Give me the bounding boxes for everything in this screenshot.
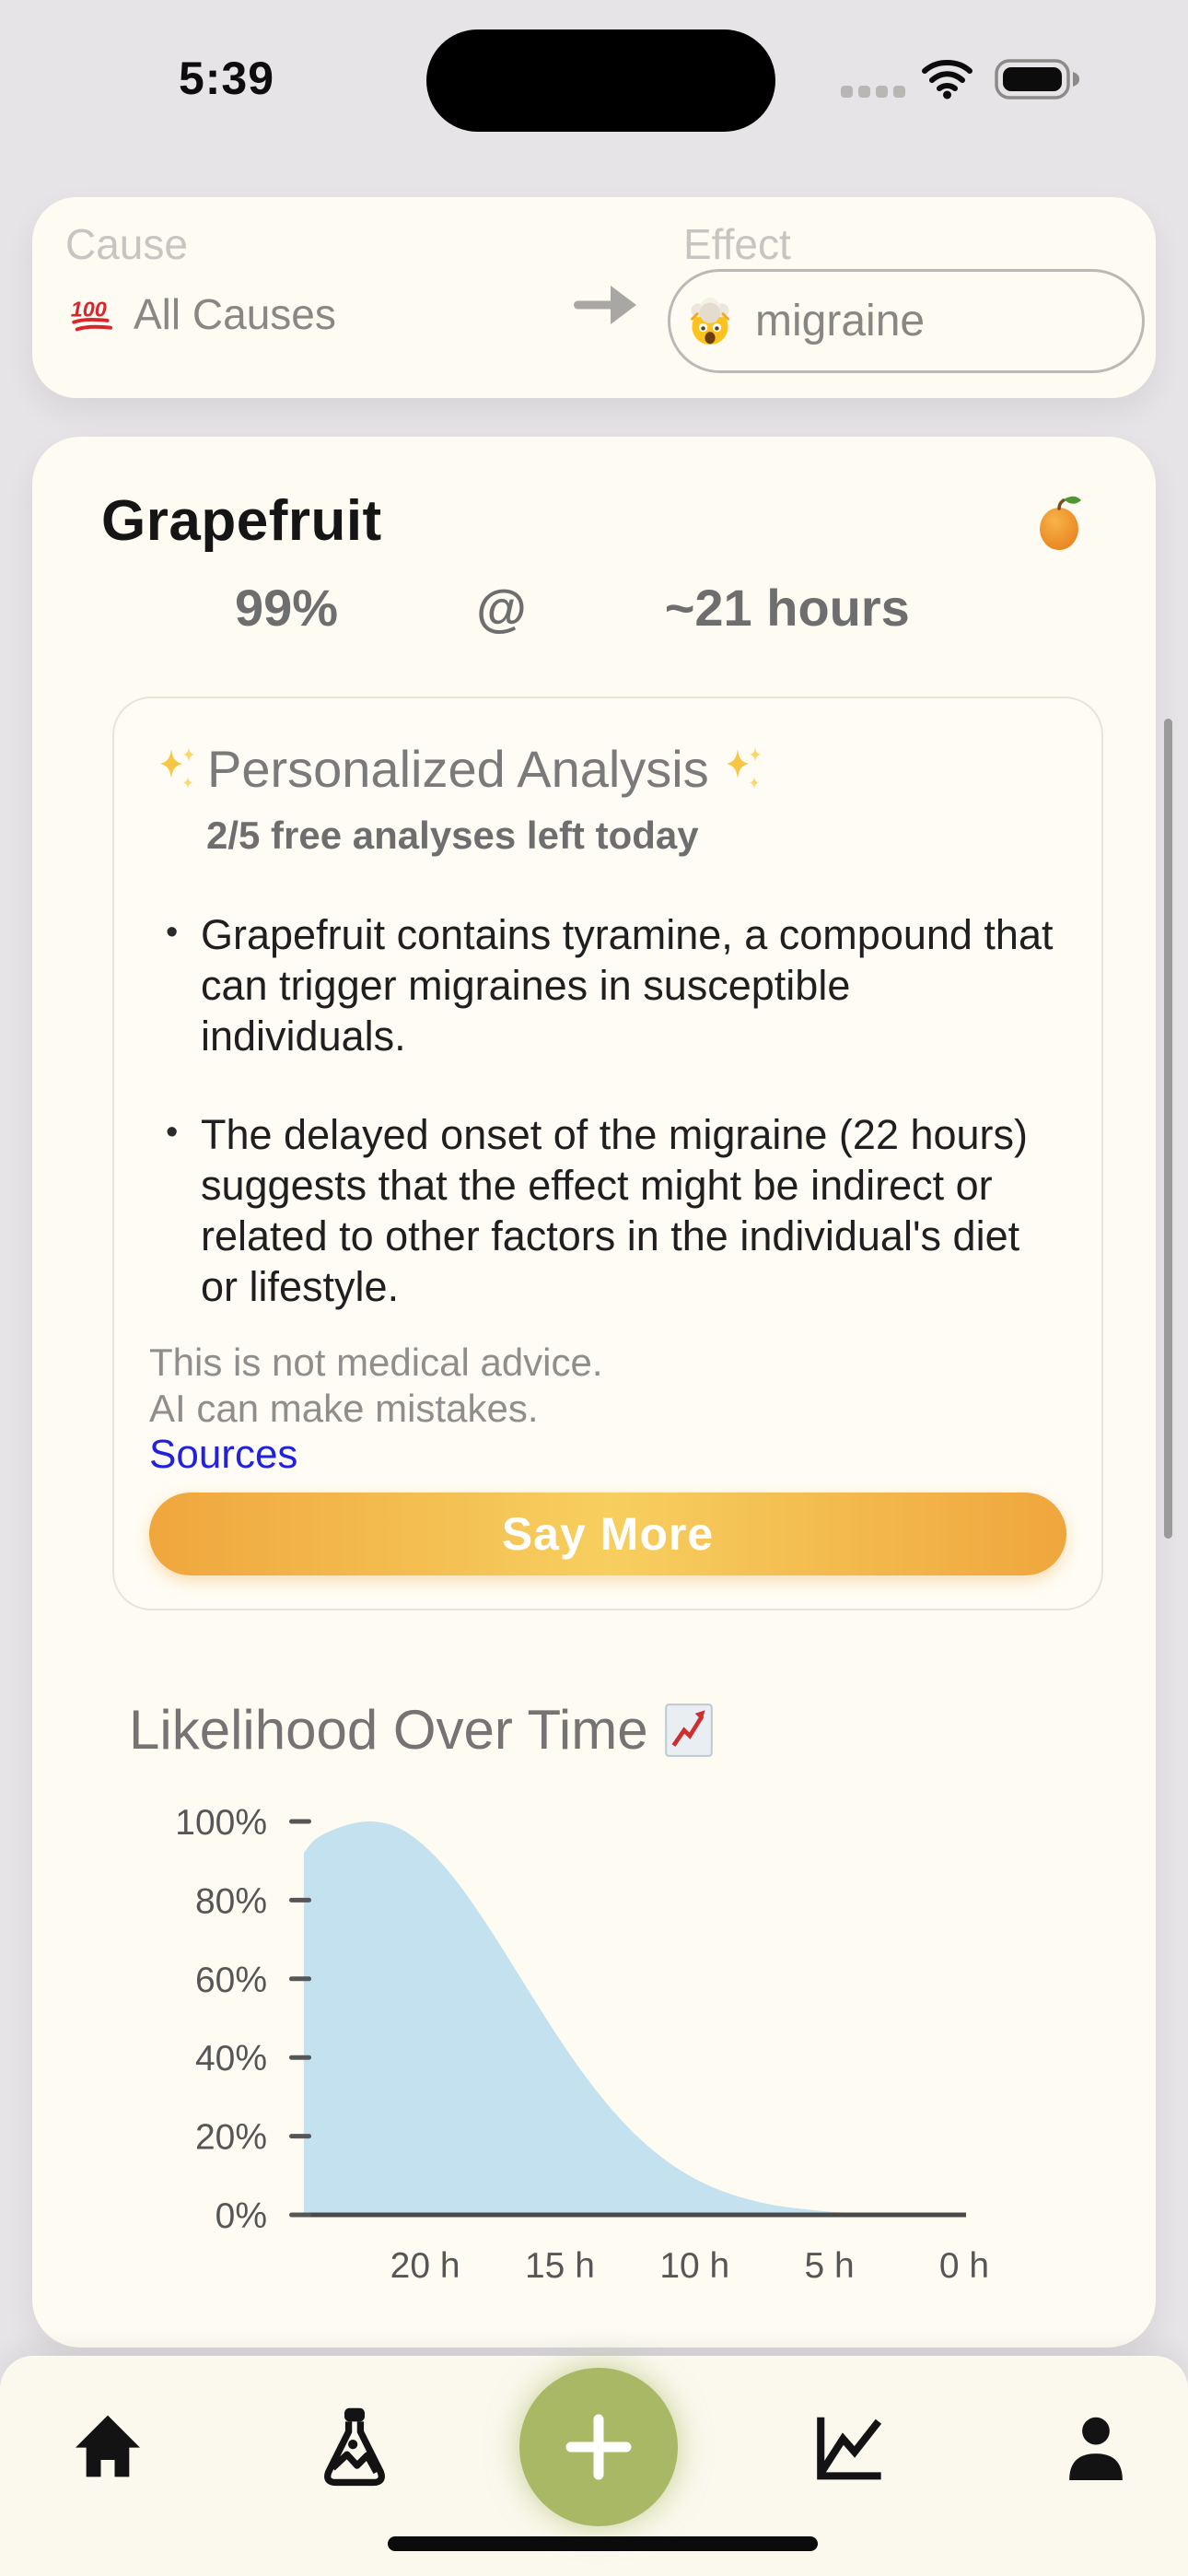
effect-label: Effect [683,220,791,268]
y-axis-tick [289,1898,311,1903]
y-axis-tick [289,2213,311,2218]
personalized-analysis-box [112,697,1103,1610]
dynamic-island [426,29,775,132]
analysis-bullets [149,909,1066,1312]
y-axis-tick-label: 20% [194,2117,267,2158]
cellular-signal-icon [841,85,905,99]
svg-text:100: 100 [70,297,107,322]
analysis-bullet: • Grapefruit contains tyramine, a compound that can trigger migraines in susceptible individuals. [149,909,1066,1061]
home-icon[interactable] [71,2409,145,2483]
cause-label: Cause [65,220,188,268]
result-card [32,437,1156,2348]
disclaimer [149,1340,1066,1432]
y-axis-tick [289,1976,311,1981]
y-axis-tick-label: 80% [194,1881,267,1922]
at-symbol: @ [476,579,527,637]
effect-value: migraine [755,297,926,345]
scrollbar-thumb[interactable] [1164,719,1172,1539]
delay-value: ~21 hours [664,579,910,637]
y-axis-tick-label: 100% [175,1803,267,1843]
say-more-button[interactable]: Say More [149,1493,1066,1575]
battery-icon [995,59,1081,100]
chart-section [32,1698,1156,2319]
result-stats [235,578,1156,638]
cause-value: All Causes [134,290,336,338]
analysis-bullet: • The delayed onset of the migraine (22 hours) suggests that the effect might be indirect or related to other factors in the individual's diet or lifestyle. [149,1109,1066,1312]
wifi-icon [921,55,973,100]
plus-icon [554,2403,643,2491]
x-axis-tick-label: 15 h [524,2246,595,2286]
likelihood-chart [83,1789,1105,2319]
y-axis-tick [289,2055,311,2060]
y-axis-tick-label: 40% [194,2039,267,2079]
probability-value: 99% [235,579,339,637]
disclaimer-line: AI can make mistakes. [149,1387,539,1430]
right-arrow-icon [572,282,638,328]
chart-heading-text: Likelihood Over Time [129,1699,648,1761]
y-axis-tick [289,1820,311,1824]
effect-input[interactable] [668,269,1145,373]
result-header [101,488,1119,554]
status-time: 5:39 [178,53,275,104]
likelihood-area [304,1821,964,2215]
y-axis-tick [289,2134,311,2138]
analysis-title-row [149,739,1066,799]
x-axis-tick-label: 0 h [938,2246,990,2286]
analysis-title: Personalized Analysis [207,740,709,798]
line-chart-icon[interactable] [807,2407,886,2487]
cause-effect-card [32,197,1156,398]
tangerine-emoji [1031,491,1087,552]
result-title: Grapefruit [101,489,382,553]
x-axis-tick-label: 20 h [390,2246,460,2286]
profile-icon[interactable] [1057,2409,1135,2487]
x-axis-tick-label: 5 h [804,2246,855,2286]
hundred-points-emoji [69,292,117,336]
quota-text: 2/5 free analyses left today [206,814,699,857]
x-axis-line [304,2213,966,2218]
flask-icon[interactable] [314,2404,395,2488]
tab-bar [0,2356,1188,2576]
exploding-head-emoji [685,297,735,346]
y-axis-tick-label: 60% [194,1960,267,2000]
home-indicator[interactable] [388,2536,818,2551]
add-button[interactable] [519,2368,678,2526]
cause-selector[interactable] [69,289,336,339]
x-axis-tick-label: 10 h [659,2246,730,2286]
y-axis-tick-label: 0% [215,2196,267,2236]
chart-increasing-emoji [663,1702,715,1759]
chart-heading [129,1698,1156,1762]
disclaimer-line: This is not medical advice. [149,1341,603,1384]
sparkles-icon [716,744,767,795]
sources-link[interactable]: Sources [149,1432,298,1477]
sparkles-icon [149,744,201,795]
